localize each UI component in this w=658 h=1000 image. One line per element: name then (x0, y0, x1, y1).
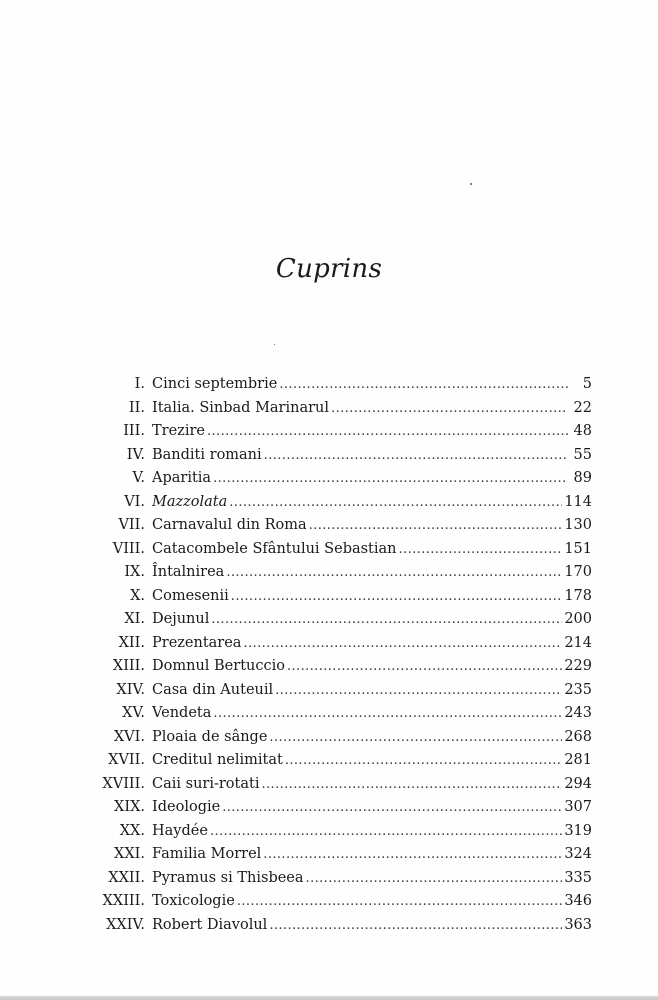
page-number: 48 (573, 423, 592, 439)
dot-leader (210, 820, 562, 844)
chapter-title: Domnul Bertuccio (152, 658, 285, 674)
page-number: 22 (573, 399, 592, 416)
toc-entry (80, 608, 592, 632)
chapter-number: XIV. (116, 681, 145, 698)
page-number: 151 (564, 540, 592, 557)
dot-leader (261, 773, 562, 797)
page-number: 281 (564, 752, 592, 768)
chapter-number: VII. (118, 517, 145, 533)
page-number: 363 (564, 916, 592, 933)
dot-leader (399, 538, 563, 562)
dot-leader (213, 467, 568, 491)
chapter-title: Mazzolata (152, 493, 228, 510)
chapter-title: Aparitia (152, 470, 212, 486)
page-number: 114 (564, 493, 592, 510)
chapter-title: Haydée (152, 822, 208, 839)
chapter-title: Prezentarea (152, 634, 242, 651)
page-number: 335 (564, 869, 592, 886)
chapter-number: XII. (118, 634, 145, 651)
toc-entry (80, 420, 592, 444)
chapter-title: Ideologie (152, 799, 221, 815)
scan-speck (470, 183, 472, 185)
chapter-title: Italia. Sinbad Marinarul (152, 399, 330, 416)
page-title: Cuprins (275, 254, 383, 284)
toc-entry (80, 820, 592, 844)
chapter-number: XXIV. (106, 916, 145, 933)
chapter-number: XXI. (114, 846, 145, 862)
toc-entry (80, 538, 592, 562)
toc-entry (80, 561, 592, 585)
chapter-title: Casa din Auteuil (152, 681, 274, 698)
chapter-title: Întalnirea (152, 564, 225, 580)
page-number: 214 (564, 634, 592, 651)
dot-leader (275, 679, 562, 703)
toc-entry (80, 467, 592, 491)
page-number: 307 (564, 799, 592, 815)
chapter-title: Toxicologie (152, 893, 235, 909)
dot-leader (309, 514, 563, 538)
chapter-number: IX. (124, 564, 145, 580)
toc-entry (80, 726, 592, 750)
dot-leader (229, 491, 562, 515)
page-number: 243 (564, 705, 592, 721)
chapter-number: XV. (122, 705, 145, 721)
dot-leader (213, 702, 562, 726)
dot-leader (211, 608, 562, 632)
toc-entry (80, 702, 592, 726)
chapter-number: XX. (119, 822, 145, 839)
chapter-title: Cinci septembrie (152, 376, 278, 392)
chapter-title: Vendeta (152, 705, 212, 721)
chapter-number: VIII. (112, 540, 145, 557)
toc-entry (80, 867, 592, 891)
dot-leader (226, 561, 562, 585)
scan-speck (274, 344, 275, 345)
toc-entry (80, 773, 592, 797)
toc-entry (80, 373, 592, 397)
chapter-number: XXIII. (102, 893, 145, 909)
chapter-title: Catacombele Sfântului Sebastian (152, 540, 397, 557)
chapter-number: V. (132, 470, 145, 486)
page-number: 294 (564, 775, 592, 792)
toc-entry (80, 890, 592, 914)
dot-leader (264, 444, 568, 468)
toc-entry (80, 514, 592, 538)
chapter-number: II. (128, 399, 145, 416)
chapter-number: IV. (126, 446, 145, 463)
page-number: 229 (564, 658, 592, 674)
dot-leader (263, 843, 562, 867)
toc-entry (80, 749, 592, 773)
chapter-number: X. (130, 587, 145, 604)
chapter-title: Caii suri-rotati (152, 775, 260, 792)
chapter-title: Robert Diavolul (152, 916, 268, 933)
chapter-number: III. (123, 423, 145, 439)
chapter-title: Banditi romani (152, 446, 262, 463)
chapter-number: XIII. (112, 658, 145, 674)
page-number: 55 (573, 446, 592, 463)
dot-leader (285, 749, 562, 773)
chapter-number: XVII. (108, 752, 145, 768)
dot-leader (279, 373, 568, 397)
chapter-number: I. (134, 376, 145, 392)
dot-leader (207, 420, 568, 444)
dot-leader (222, 796, 562, 820)
page-number: 268 (564, 728, 592, 745)
dot-leader (331, 397, 568, 421)
toc-entry (80, 585, 592, 609)
dot-leader (287, 655, 562, 679)
page-number: 235 (564, 681, 592, 698)
toc-entry (80, 491, 592, 515)
page-number: 346 (564, 893, 592, 909)
chapter-title: Pyramus si Thisbeea (152, 869, 304, 886)
chapter-title: Creditul nelimitat (152, 752, 283, 768)
page-number: 200 (564, 611, 592, 627)
toc-entry (80, 914, 592, 938)
page-number: 178 (564, 587, 592, 604)
page-number: 324 (564, 846, 592, 862)
chapter-number: XXII. (108, 869, 145, 886)
toc-entry (80, 397, 592, 421)
toc-entry (80, 679, 592, 703)
chapter-number: XI. (124, 611, 145, 627)
page-number: 319 (564, 822, 592, 839)
chapter-number: XIX. (114, 799, 145, 815)
chapter-number: VI. (124, 493, 145, 510)
page-number: 130 (564, 517, 592, 533)
chapter-title: Carnavalul din Roma (152, 517, 307, 533)
toc-entry (80, 632, 592, 656)
dot-leader (237, 890, 563, 914)
page-number: 5 (582, 376, 592, 392)
toc-entry (80, 843, 592, 867)
table-of-contents (80, 373, 592, 937)
toc-entry (80, 796, 592, 820)
chapter-title: Familia Morrel (152, 846, 262, 862)
dot-leader (231, 585, 563, 609)
chapter-number: XVIII. (102, 775, 145, 792)
chapter-title: Trezire (152, 423, 205, 439)
chapter-title: Comesenii (152, 587, 229, 604)
chapter-number: XVI. (113, 728, 145, 745)
page-number: 89 (573, 470, 592, 486)
page-bottom-edge (0, 996, 658, 1000)
dot-leader (269, 914, 562, 938)
dot-leader (306, 867, 563, 891)
toc-entry (80, 444, 592, 468)
page-number: 170 (564, 564, 592, 580)
chapter-title: Dejunul (152, 611, 210, 627)
chapter-title: Ploaia de sânge (152, 728, 268, 745)
dot-leader (243, 632, 562, 656)
toc-entry (80, 655, 592, 679)
dot-leader (269, 726, 562, 750)
